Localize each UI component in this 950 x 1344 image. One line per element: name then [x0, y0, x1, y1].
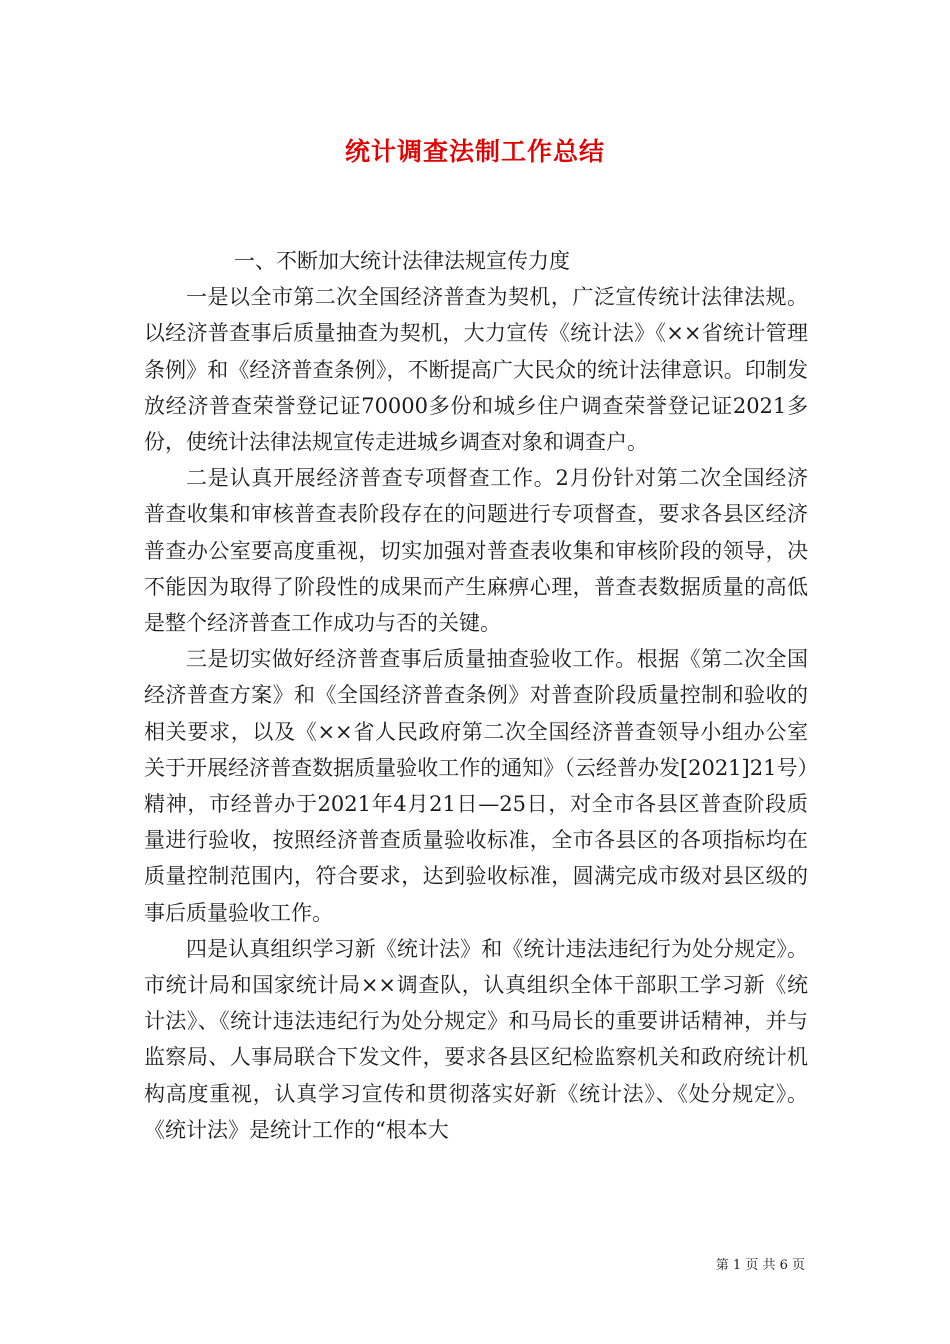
paragraph-3: 三是切实做好经济普查事后质量抽查验收工作。根据《第二次全国经济普查方案》和《全国经济普查条例》对普查阶段质量控制和验收的相关要求，以及《××省人民政府第二次全国经济普查领导小组办公室关于开展经济普查数据质量验收工作的通知》（云经普办发[2021]21号）精神，市经普办于2021年4月21日—25日，对全市各县区普查阶段质量进行验收，按照经济普查质量验收标准，全市各县区的各项指标均在质量控制范围内，符合要求，达到验收标准，圆满完成市级对县区级的事后质量验收工作。 [144, 647, 808, 925]
section-heading: 一、不断加大统计法律法规宣传力度 [234, 249, 570, 273]
paragraph-2: 二是认真开展经济普查专项督查工作。2月份针对第二次全国经济普查收集和审核普查表阶段存在的问题进行专项督查，要求各县区经济普查办公室要高度重视，切实加强对普查表收集和审核阶段的领导，决不能因为取得了阶段性的成果而产生麻痹心理，普查表数据质量的高低是整个经济普查工作成功与否的关键。 [144, 466, 808, 636]
paragraph-1: 一是以全市第二次全国经济普查为契机，广泛宣传统计法律法规。以经济普查事后质量抽查为契机，大力宣传《统计法》《××省统计管理条例》和《经济普查条例》，不断提高广大民众的统计法律意识。印制发放经济普查荣誉登记证70000多份和城乡住户调查荣誉登记证2021多份，使统计法律法规宣传走进城乡调查对象和调查户。 [144, 285, 808, 455]
page-title: 统计调查法制工作总结 [344, 137, 605, 166]
document-body [144, 243, 808, 1148]
page-number: 第 1 页 共 6 页 [715, 1258, 805, 1273]
paragraph-4: 四是认真组织学习新《统计法》和《统计违法违纪行为处分规定》。市统计局和国家统计局××调查队，认真组织全体干部职工学习新《统计法》、《统计违法违纪行为处分规定》和马局长的重要讲话精神，并与监察局、人事局联合下发文件，要求各县区纪检监察机关和政府统计机构高度重视，认真学习宣传和贯彻落实好新《统计法》、《处分规定》。《统计法》是统计工作的“根本大 [144, 936, 808, 1142]
